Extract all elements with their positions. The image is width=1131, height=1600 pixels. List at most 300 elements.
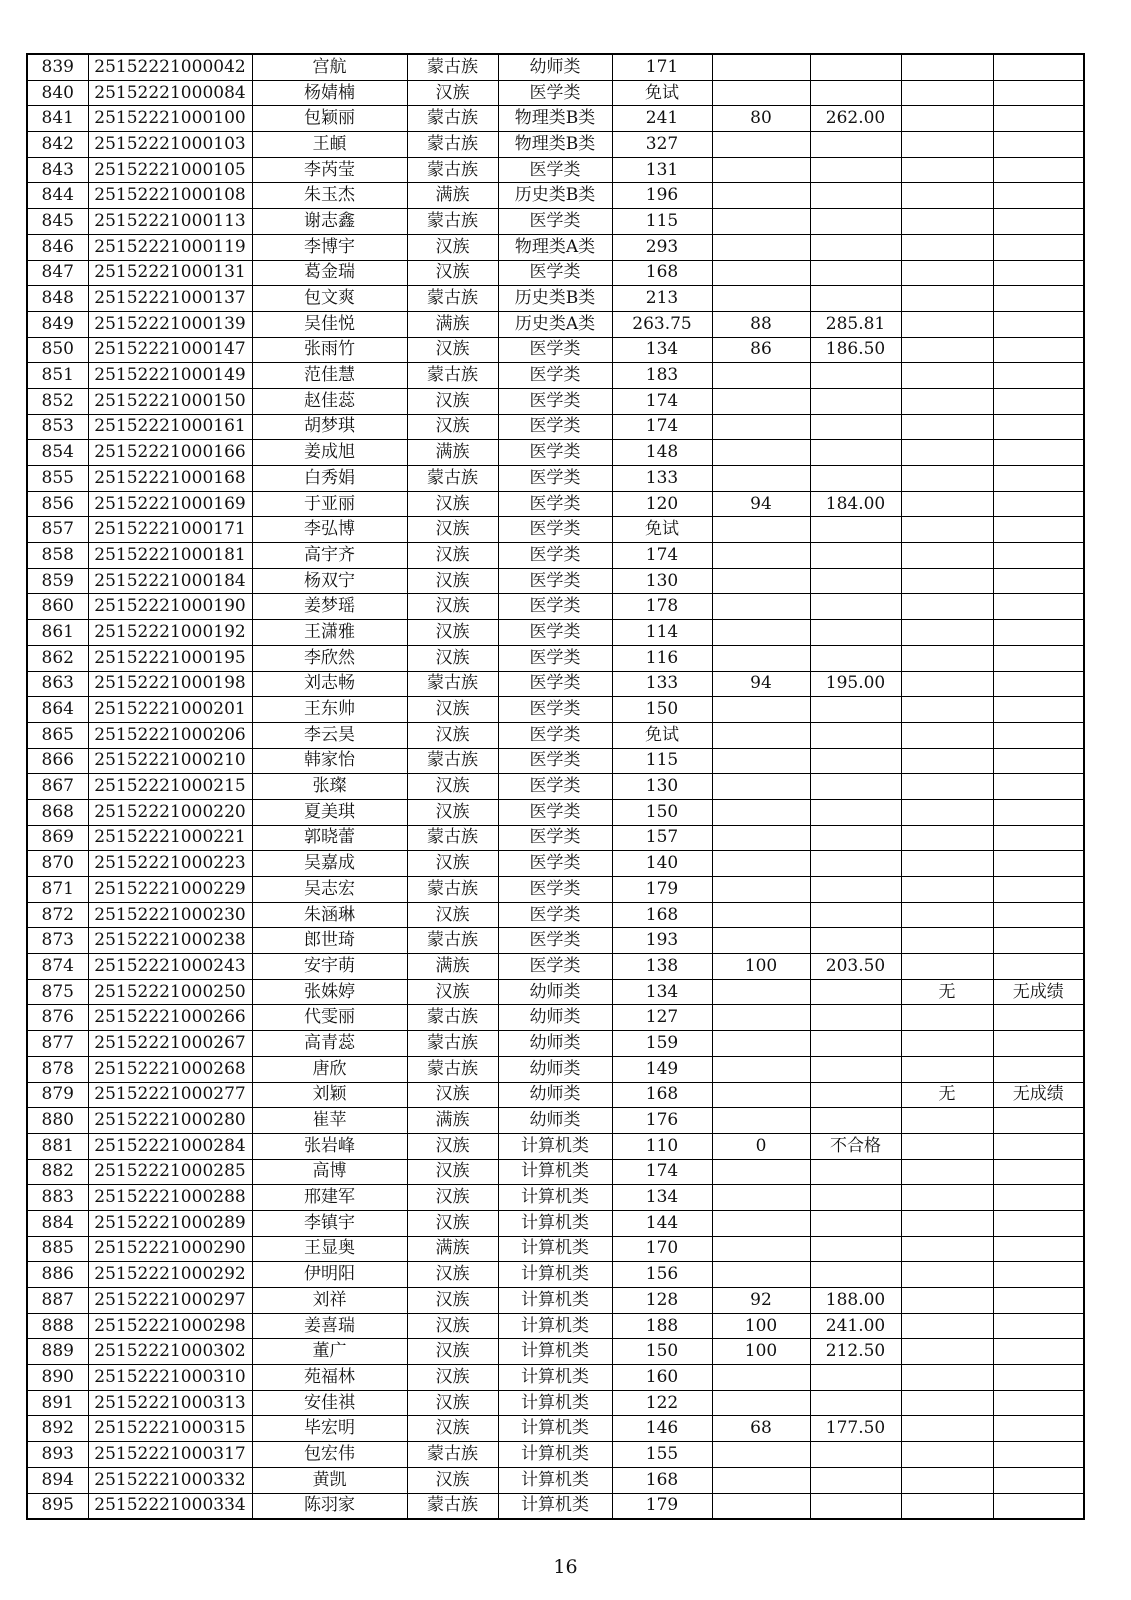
total-score-cell: [810, 132, 901, 158]
table-row: [27, 671, 1084, 697]
exam-id-cell: 25152221000229: [88, 877, 252, 903]
total-score-cell: [810, 851, 901, 877]
ethnicity-cell: 汉族: [407, 774, 498, 800]
category-cell: 医学类: [498, 851, 612, 877]
total-score-cell: [810, 1082, 901, 1108]
remark-b-cell: [993, 1185, 1084, 1211]
category-cell: 医学类: [498, 517, 612, 543]
total-score-cell: [810, 568, 901, 594]
ethnicity-cell: 汉族: [407, 1416, 498, 1442]
student-name-cell: 于亚丽: [252, 491, 407, 517]
ethnicity-cell: 汉族: [407, 645, 498, 671]
table-row: [27, 1031, 1084, 1057]
ethnicity-cell: 满族: [407, 311, 498, 337]
table-row: [27, 1108, 1084, 1134]
student-name-cell: 谢志鑫: [252, 209, 407, 235]
test-score-cell: 263.75: [612, 311, 712, 337]
ethnicity-cell: 满族: [407, 954, 498, 980]
category-cell: 幼师类: [498, 1108, 612, 1134]
test-score-cell: 168: [612, 1082, 712, 1108]
row-index-cell: 854: [27, 440, 88, 466]
ethnicity-cell: 汉族: [407, 517, 498, 543]
table-row: [27, 80, 1084, 106]
category-cell: 物理类B类: [498, 106, 612, 132]
total-score-cell: [810, 466, 901, 492]
table-row: [27, 1159, 1084, 1185]
exam-id-cell: 25152221000105: [88, 157, 252, 183]
student-name-cell: 安佳祺: [252, 1390, 407, 1416]
test-score-cell: 122: [612, 1390, 712, 1416]
exam-id-cell: 25152221000238: [88, 928, 252, 954]
student-name-cell: 李博宇: [252, 234, 407, 260]
row-index-cell: 871: [27, 877, 88, 903]
ethnicity-cell: 汉族: [407, 1185, 498, 1211]
skill-score-cell: [712, 1108, 810, 1134]
student-name-cell: 安宇萌: [252, 954, 407, 980]
ethnicity-cell: 汉族: [407, 1365, 498, 1391]
row-index-cell: 885: [27, 1236, 88, 1262]
exam-id-cell: 25152221000332: [88, 1467, 252, 1493]
ethnicity-cell: 蒙古族: [407, 671, 498, 697]
category-cell: 医学类: [498, 414, 612, 440]
remark-b-cell: [993, 825, 1084, 851]
category-cell: 医学类: [498, 671, 612, 697]
table-row: [27, 209, 1084, 235]
remark-b-cell: [993, 1416, 1084, 1442]
exam-id-cell: 25152221000334: [88, 1493, 252, 1519]
remark-b-cell: [993, 80, 1084, 106]
table-row: [27, 1467, 1084, 1493]
row-index-cell: 858: [27, 543, 88, 569]
category-cell: 计算机类: [498, 1185, 612, 1211]
test-score-cell: 115: [612, 209, 712, 235]
student-name-cell: 张岩峰: [252, 1133, 407, 1159]
category-cell: 幼师类: [498, 979, 612, 1005]
remark-a-cell: [901, 825, 993, 851]
student-name-cell: 夏美琪: [252, 799, 407, 825]
ethnicity-cell: 汉族: [407, 722, 498, 748]
exam-id-cell: 25152221000290: [88, 1236, 252, 1262]
total-score-cell: [810, 1390, 901, 1416]
row-index-cell: 841: [27, 106, 88, 132]
remark-b-cell: [993, 851, 1084, 877]
exam-id-cell: 25152221000084: [88, 80, 252, 106]
test-score-cell: 213: [612, 286, 712, 312]
student-name-cell: 刘颖: [252, 1082, 407, 1108]
exam-id-cell: 25152221000313: [88, 1390, 252, 1416]
skill-score-cell: [712, 1442, 810, 1468]
ethnicity-cell: 汉族: [407, 568, 498, 594]
student-name-cell: 吴佳悦: [252, 311, 407, 337]
ethnicity-cell: 汉族: [407, 851, 498, 877]
ethnicity-cell: 汉族: [407, 388, 498, 414]
remark-b-cell: [993, 1262, 1084, 1288]
test-score-cell: 168: [612, 902, 712, 928]
skill-score-cell: [712, 697, 810, 723]
ethnicity-cell: 汉族: [407, 799, 498, 825]
student-name-cell: 王潇雅: [252, 620, 407, 646]
remark-a-cell: [901, 1159, 993, 1185]
remark-b-cell: [993, 517, 1084, 543]
exam-id-cell: 25152221000220: [88, 799, 252, 825]
table-row: [27, 774, 1084, 800]
remark-a-cell: [901, 1133, 993, 1159]
ethnicity-cell: 蒙古族: [407, 1005, 498, 1031]
remark-a-cell: [901, 1108, 993, 1134]
skill-score-cell: [712, 825, 810, 851]
remark-b-cell: [993, 311, 1084, 337]
skill-score-cell: [712, 645, 810, 671]
ethnicity-cell: 汉族: [407, 80, 498, 106]
row-index-cell: 852: [27, 388, 88, 414]
total-score-cell: [810, 1031, 901, 1057]
table-row: [27, 722, 1084, 748]
remark-a-cell: [901, 1005, 993, 1031]
row-index-cell: 893: [27, 1442, 88, 1468]
remark-a-cell: [901, 1467, 993, 1493]
student-name-cell: 唐欣: [252, 1056, 407, 1082]
table-row: [27, 157, 1084, 183]
row-index-cell: 845: [27, 209, 88, 235]
remark-b-cell: [993, 286, 1084, 312]
remark-a-cell: [901, 928, 993, 954]
test-score-cell: 171: [612, 54, 712, 80]
test-score-cell: 128: [612, 1288, 712, 1314]
student-name-cell: 郭晓蕾: [252, 825, 407, 851]
test-score-cell: 138: [612, 954, 712, 980]
exam-id-cell: 25152221000042: [88, 54, 252, 80]
table-row: [27, 414, 1084, 440]
exam-id-cell: 25152221000169: [88, 491, 252, 517]
total-score-cell: 184.00: [810, 491, 901, 517]
score-table: [26, 53, 1085, 1520]
table-row: [27, 1133, 1084, 1159]
skill-score-cell: [712, 748, 810, 774]
row-index-cell: 874: [27, 954, 88, 980]
remark-b-cell: [993, 491, 1084, 517]
test-score-cell: 115: [612, 748, 712, 774]
remark-b-cell: [993, 183, 1084, 209]
exam-id-cell: 25152221000161: [88, 414, 252, 440]
category-cell: 幼师类: [498, 1005, 612, 1031]
skill-score-cell: [712, 363, 810, 389]
ethnicity-cell: 蒙古族: [407, 1442, 498, 1468]
category-cell: 医学类: [498, 388, 612, 414]
category-cell: 计算机类: [498, 1442, 612, 1468]
skill-score-cell: [712, 799, 810, 825]
remark-a-cell: [901, 954, 993, 980]
ethnicity-cell: 汉族: [407, 414, 498, 440]
skill-score-cell: [712, 568, 810, 594]
table-row: [27, 1390, 1084, 1416]
row-index-cell: 892: [27, 1416, 88, 1442]
student-name-cell: 王頔: [252, 132, 407, 158]
remark-a-cell: [901, 132, 993, 158]
row-index-cell: 875: [27, 979, 88, 1005]
ethnicity-cell: 汉族: [407, 1288, 498, 1314]
skill-score-cell: [712, 183, 810, 209]
remark-a-cell: 无: [901, 979, 993, 1005]
student-name-cell: 李弘博: [252, 517, 407, 543]
row-index-cell: 884: [27, 1210, 88, 1236]
test-score-cell: 174: [612, 414, 712, 440]
remark-b-cell: [993, 620, 1084, 646]
row-index-cell: 846: [27, 234, 88, 260]
student-name-cell: 李芮莹: [252, 157, 407, 183]
table-row: [27, 54, 1084, 80]
test-score-cell: 327: [612, 132, 712, 158]
student-name-cell: 高青蕊: [252, 1031, 407, 1057]
exam-id-cell: 25152221000310: [88, 1365, 252, 1391]
total-score-cell: [810, 645, 901, 671]
remark-a-cell: [901, 517, 993, 543]
exam-id-cell: 25152221000268: [88, 1056, 252, 1082]
remark-b-cell: [993, 337, 1084, 363]
total-score-cell: [810, 363, 901, 389]
test-score-cell: 120: [612, 491, 712, 517]
row-index-cell: 868: [27, 799, 88, 825]
test-score-cell: 150: [612, 799, 712, 825]
exam-id-cell: 25152221000206: [88, 722, 252, 748]
remark-a-cell: [901, 671, 993, 697]
table-row: [27, 1365, 1084, 1391]
student-name-cell: 胡梦琪: [252, 414, 407, 440]
test-score-cell: 140: [612, 851, 712, 877]
category-cell: 医学类: [498, 697, 612, 723]
test-score-cell: 174: [612, 388, 712, 414]
exam-id-cell: 25152221000288: [88, 1185, 252, 1211]
test-score-cell: 293: [612, 234, 712, 260]
table-row: [27, 337, 1084, 363]
table-row: [27, 1313, 1084, 1339]
row-index-cell: 889: [27, 1339, 88, 1365]
ethnicity-cell: 蒙古族: [407, 1056, 498, 1082]
test-score-cell: 160: [612, 1365, 712, 1391]
remark-a-cell: [901, 80, 993, 106]
total-score-cell: 241.00: [810, 1313, 901, 1339]
test-score-cell: 159: [612, 1031, 712, 1057]
total-score-cell: [810, 1108, 901, 1134]
total-score-cell: [810, 722, 901, 748]
student-name-cell: 刘志畅: [252, 671, 407, 697]
table-row: [27, 1056, 1084, 1082]
total-score-cell: [810, 286, 901, 312]
student-name-cell: 高宇齐: [252, 543, 407, 569]
exam-id-cell: 25152221000190: [88, 594, 252, 620]
test-score-cell: 免试: [612, 517, 712, 543]
row-index-cell: 853: [27, 414, 88, 440]
category-cell: 医学类: [498, 877, 612, 903]
remark-b-cell: [993, 1133, 1084, 1159]
table-row: [27, 825, 1084, 851]
table-row: [27, 234, 1084, 260]
table-row: [27, 594, 1084, 620]
table-row: [27, 928, 1084, 954]
total-score-cell: [810, 620, 901, 646]
remark-a-cell: [901, 1442, 993, 1468]
table-row: [27, 799, 1084, 825]
test-score-cell: 156: [612, 1262, 712, 1288]
row-index-cell: 850: [27, 337, 88, 363]
skill-score-cell: [712, 902, 810, 928]
category-cell: 计算机类: [498, 1159, 612, 1185]
remark-b-cell: 无成绩: [993, 1082, 1084, 1108]
row-index-cell: 877: [27, 1031, 88, 1057]
remark-b-cell: [993, 1339, 1084, 1365]
remark-a-cell: [901, 260, 993, 286]
remark-a-cell: [901, 543, 993, 569]
student-name-cell: 李云昊: [252, 722, 407, 748]
row-index-cell: 876: [27, 1005, 88, 1031]
remark-b-cell: [993, 1467, 1084, 1493]
exam-id-cell: 25152221000317: [88, 1442, 252, 1468]
student-name-cell: 王显奥: [252, 1236, 407, 1262]
ethnicity-cell: 蒙古族: [407, 209, 498, 235]
student-name-cell: 姜成旭: [252, 440, 407, 466]
ethnicity-cell: 汉族: [407, 234, 498, 260]
remark-a-cell: [901, 902, 993, 928]
remark-b-cell: [993, 414, 1084, 440]
student-name-cell: 黄凯: [252, 1467, 407, 1493]
category-cell: 医学类: [498, 799, 612, 825]
ethnicity-cell: 汉族: [407, 697, 498, 723]
row-index-cell: 881: [27, 1133, 88, 1159]
test-score-cell: 116: [612, 645, 712, 671]
skill-score-cell: [712, 851, 810, 877]
ethnicity-cell: 蒙古族: [407, 54, 498, 80]
ethnicity-cell: 汉族: [407, 1467, 498, 1493]
remark-a-cell: [901, 1236, 993, 1262]
student-name-cell: 葛金瑞: [252, 260, 407, 286]
exam-id-cell: 25152221000223: [88, 851, 252, 877]
remark-a-cell: [901, 774, 993, 800]
table-row: [27, 902, 1084, 928]
exam-id-cell: 25152221000284: [88, 1133, 252, 1159]
category-cell: 医学类: [498, 825, 612, 851]
student-name-cell: 王东帅: [252, 697, 407, 723]
category-cell: 医学类: [498, 594, 612, 620]
test-score-cell: 176: [612, 1108, 712, 1134]
ethnicity-cell: 汉族: [407, 337, 498, 363]
exam-id-cell: 25152221000192: [88, 620, 252, 646]
total-score-cell: [810, 234, 901, 260]
test-score-cell: 168: [612, 1467, 712, 1493]
remark-a-cell: [901, 1056, 993, 1082]
row-index-cell: 895: [27, 1493, 88, 1519]
test-score-cell: 免试: [612, 722, 712, 748]
remark-a-cell: [901, 722, 993, 748]
ethnicity-cell: 蒙古族: [407, 928, 498, 954]
exam-id-cell: 25152221000184: [88, 568, 252, 594]
student-name-cell: 吴嘉成: [252, 851, 407, 877]
category-cell: 历史类B类: [498, 286, 612, 312]
total-score-cell: [810, 748, 901, 774]
skill-score-cell: 80: [712, 106, 810, 132]
ethnicity-cell: 蒙古族: [407, 132, 498, 158]
ethnicity-cell: 汉族: [407, 491, 498, 517]
total-score-cell: [810, 902, 901, 928]
category-cell: 医学类: [498, 774, 612, 800]
remark-a-cell: [901, 311, 993, 337]
total-score-cell: [810, 1493, 901, 1519]
test-score-cell: 131: [612, 157, 712, 183]
ethnicity-cell: 汉族: [407, 594, 498, 620]
category-cell: 历史类A类: [498, 311, 612, 337]
exam-id-cell: 25152221000285: [88, 1159, 252, 1185]
skill-score-cell: 100: [712, 1313, 810, 1339]
category-cell: 医学类: [498, 80, 612, 106]
ethnicity-cell: 蒙古族: [407, 286, 498, 312]
ethnicity-cell: 蒙古族: [407, 106, 498, 132]
total-score-cell: 188.00: [810, 1288, 901, 1314]
exam-id-cell: 25152221000266: [88, 1005, 252, 1031]
skill-score-cell: [712, 620, 810, 646]
category-cell: 物理类B类: [498, 132, 612, 158]
row-index-cell: 844: [27, 183, 88, 209]
remark-b-cell: [993, 234, 1084, 260]
student-name-cell: 李镇宇: [252, 1210, 407, 1236]
table-row: [27, 311, 1084, 337]
table-row: [27, 388, 1084, 414]
skill-score-cell: [712, 1236, 810, 1262]
table-row: [27, 132, 1084, 158]
table-row: [27, 106, 1084, 132]
skill-score-cell: 86: [712, 337, 810, 363]
skill-score-cell: [712, 1365, 810, 1391]
row-index-cell: 886: [27, 1262, 88, 1288]
total-score-cell: [810, 543, 901, 569]
table-row: [27, 440, 1084, 466]
student-name-cell: 白秀娟: [252, 466, 407, 492]
category-cell: 医学类: [498, 902, 612, 928]
skill-score-cell: [712, 722, 810, 748]
row-index-cell: 894: [27, 1467, 88, 1493]
remark-b-cell: 无成绩: [993, 979, 1084, 1005]
student-name-cell: 苑福林: [252, 1365, 407, 1391]
row-index-cell: 851: [27, 363, 88, 389]
category-cell: 计算机类: [498, 1365, 612, 1391]
total-score-cell: 177.50: [810, 1416, 901, 1442]
test-score-cell: 130: [612, 568, 712, 594]
table-row: [27, 697, 1084, 723]
table-row: [27, 979, 1084, 1005]
remark-a-cell: [901, 1416, 993, 1442]
remark-b-cell: [993, 106, 1084, 132]
remark-a-cell: [901, 363, 993, 389]
skill-score-cell: [712, 466, 810, 492]
row-index-cell: 855: [27, 466, 88, 492]
total-score-cell: [810, 1442, 901, 1468]
table-row: [27, 260, 1084, 286]
student-name-cell: 包文爽: [252, 286, 407, 312]
remark-a-cell: [901, 1339, 993, 1365]
exam-id-cell: 25152221000100: [88, 106, 252, 132]
student-name-cell: 范佳慧: [252, 363, 407, 389]
remark-b-cell: [993, 1031, 1084, 1057]
row-index-cell: 859: [27, 568, 88, 594]
exam-id-cell: 25152221000168: [88, 466, 252, 492]
remark-a-cell: [901, 748, 993, 774]
skill-score-cell: 68: [712, 1416, 810, 1442]
skill-score-cell: [712, 1082, 810, 1108]
remark-b-cell: [993, 1390, 1084, 1416]
category-cell: 医学类: [498, 363, 612, 389]
test-score-cell: 免试: [612, 80, 712, 106]
student-name-cell: 高博: [252, 1159, 407, 1185]
remark-a-cell: [901, 645, 993, 671]
student-name-cell: 包颖丽: [252, 106, 407, 132]
total-score-cell: [810, 80, 901, 106]
